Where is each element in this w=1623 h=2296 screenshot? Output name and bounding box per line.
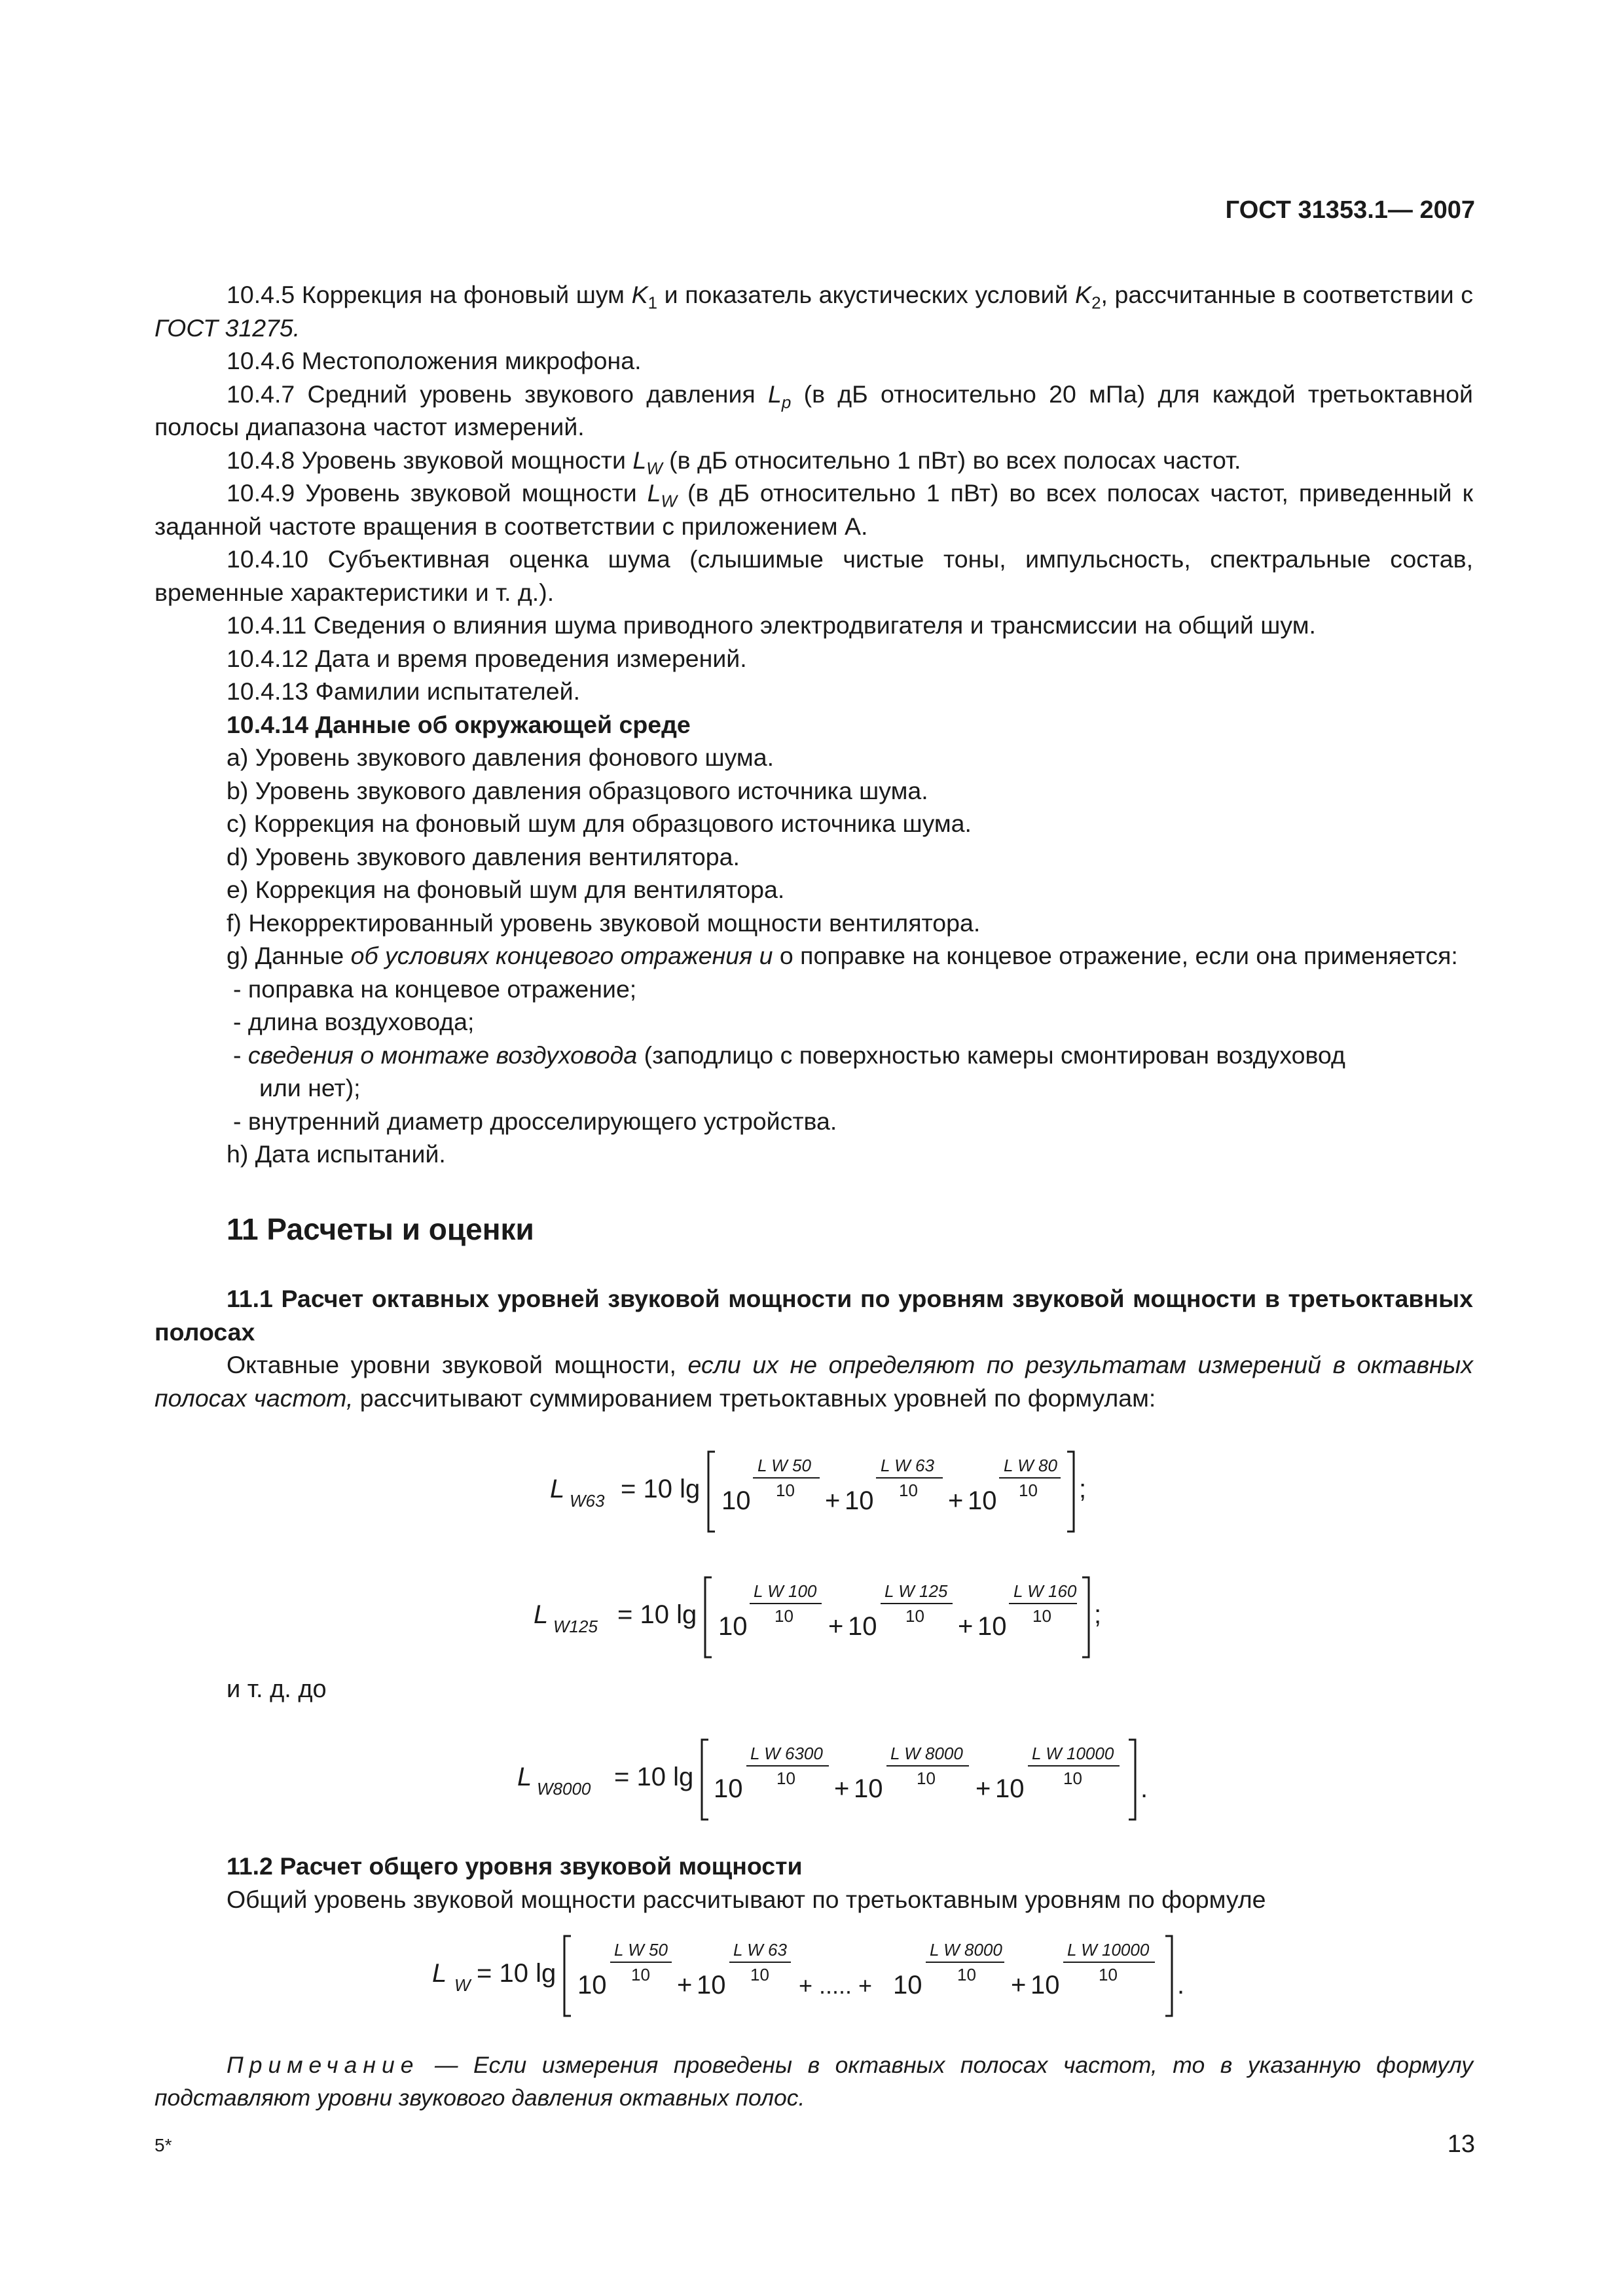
list-item-a: a) Уровень звукового давления фонового шума.: [227, 744, 774, 771]
note-text: — Если измерения проведены в октавных полосах частот, то в указанную формулу подставляют уровни звукового давления октавных полос.: [155, 2052, 1473, 2111]
svg-text:10: 10: [917, 1768, 936, 1788]
svg-text:L W 10000: L W 10000: [1067, 1940, 1150, 1960]
note-label: Примечание: [227, 2052, 420, 2078]
paragraph-10-4-12: 10.4.12 Дата и время проведения измерений.: [227, 644, 747, 672]
list-item-g: g) Данные об условиях концевого отражения и о поправке на концевое отражение, если она применяется:: [227, 942, 1458, 969]
svg-text:L W 10000: L W 10000: [1032, 1744, 1114, 1763]
svg-text:+: +: [677, 1971, 693, 2000]
svg-text:+: +: [834, 1774, 850, 1803]
paragraph-10-4-14: 10.4.14 Данные об окружающей среде: [227, 710, 691, 738]
svg-text:= 10 lg: = 10 lg: [617, 1600, 697, 1629]
svg-text:L W 8000: L W 8000: [890, 1744, 963, 1763]
svg-text:10: 10: [721, 1486, 751, 1515]
svg-text:+: +: [1011, 1971, 1027, 2000]
svg-text:+ ..... +: + ..... +: [799, 1972, 873, 1999]
svg-text:L W 63: L W 63: [733, 1940, 787, 1960]
paragraph-10-4-9: 10.4.9 Уровень звуковой мощности $L_W$ (в дБ относительно 1 пВт) во всех полосах частот, приведенный к заданной частоте вращения в соответствии с приложением А.: [155, 479, 1473, 540]
svg-text:W63: W63: [570, 1491, 605, 1511]
svg-text:10: 10: [1032, 1606, 1051, 1626]
svg-text:10: 10: [577, 1971, 607, 2000]
svg-text:L W 50: L W 50: [757, 1456, 811, 1475]
paragraph-10-4-6: 10.4.6 Местоположения микрофона.: [227, 347, 642, 374]
svg-text:10: 10: [905, 1606, 924, 1626]
formula-lw63: [550, 1440, 1100, 1548]
svg-text:10: 10: [718, 1612, 748, 1641]
subsection-11-2-text: Общий уровень звуковой мощности рассчитывают по третьоктавным уровням по формуле: [227, 1885, 1266, 1913]
list-item-h: h) Дата испытаний.: [227, 1140, 446, 1168]
formula-lw8000: [517, 1728, 1165, 1836]
dash-item-3: - сведения о монтаже воздуховода (заподлицо с поверхностью камеры смонтирован воздуховод: [233, 1041, 1345, 1069]
svg-text:10: 10: [714, 1774, 743, 1803]
list-item-b: b) Уровень звукового давления образцового источника шума.: [227, 776, 928, 804]
svg-text:;: ;: [1094, 1600, 1102, 1629]
svg-text:+: +: [976, 1774, 991, 1803]
svg-text:10: 10: [1019, 1480, 1038, 1500]
svg-text:L W 100: L W 100: [754, 1581, 817, 1601]
svg-text:10: 10: [776, 1768, 795, 1788]
svg-text:10: 10: [775, 1606, 793, 1626]
svg-text:L W 50: L W 50: [614, 1940, 668, 1960]
subsection-11-1-heading: 11.1 Расчет октавных уровней звуковой мощности по уровням звуковой мощности в третьоктавных полосах: [155, 1285, 1473, 1346]
svg-text:10: 10: [776, 1480, 795, 1500]
svg-text:= 10 lg: = 10 lg: [614, 1763, 694, 1791]
svg-text:10: 10: [854, 1774, 883, 1803]
svg-text:+: +: [825, 1486, 841, 1515]
paragraph-10-4-10: 10.4.10 Субъективная оценка шума (слышимые чистые тоны, импульсность, спектральные состав, временные характеристики и т. д.).: [155, 545, 1473, 606]
svg-text:10: 10: [1099, 1965, 1118, 1984]
paragraph-10-4-13: 10.4.13 Фамилии испытателей.: [227, 677, 581, 705]
svg-text:= 10 lg: = 10 lg: [621, 1475, 701, 1503]
svg-text:10: 10: [968, 1486, 997, 1515]
section-11-heading: 11 Расчеты и оценки: [227, 1211, 534, 1246]
list-item-c: c) Коррекция на фоновый шум для образцового источника шума.: [227, 810, 972, 837]
paragraph-10-4-7: 10.4.7 Средний уровень звукового давления $L_p$ (в дБ относительно 20 мПа) для каждой третьоктавной полосы диапазона частот измерений.: [155, 380, 1473, 440]
svg-text:L: L: [517, 1763, 532, 1791]
subsection-11-1-text: Октавные уровни звуковой мощности, если их не определяют по результатам измерений в октавных полосах частот, рассчитывают суммированием третьоктавных уровней по формулам:: [155, 1351, 1473, 1412]
svg-text:L W 80: L W 80: [1004, 1456, 1057, 1475]
svg-text:10: 10: [845, 1486, 874, 1515]
subsection-11-2-heading: 11.2 Расчет общего уровня звуковой мощности: [227, 1852, 803, 1880]
list-item-e: e) Коррекция на фоновый шум для вентилятора.: [227, 876, 785, 903]
svg-text:10: 10: [631, 1965, 650, 1984]
svg-text:L W 160: L W 160: [1013, 1581, 1077, 1601]
svg-text:10: 10: [977, 1612, 1007, 1641]
svg-text:10: 10: [697, 1971, 726, 2000]
paragraph-10-4-11: 10.4.11 Сведения о влияния шума приводного электродвигателя и трансмиссии на общий шум.: [227, 611, 1316, 639]
page-number: 13: [1447, 2130, 1475, 2158]
list-item-f: f) Некорректированный уровень звуковой мощности вентилятора.: [227, 908, 981, 937]
svg-text:10: 10: [995, 1774, 1025, 1803]
svg-text:L: L: [534, 1600, 549, 1629]
svg-text:10: 10: [893, 1971, 922, 2000]
dash-item-4: - внутренний диаметр дросселирующего устройства.: [233, 1107, 837, 1135]
svg-text:10: 10: [899, 1480, 918, 1500]
paragraph-10-4-5: 10.4.5 Коррекция на фоновый шум $K_1$ и показатель акустических условий $K_2$, рассчитанные в соответствии с ГОСТ 31275.: [155, 281, 1473, 342]
subsection-11-2: [155, 1850, 1473, 1916]
svg-text:L W 8000: L W 8000: [930, 1940, 1002, 1960]
note: [155, 2049, 1473, 2114]
svg-text:W8000: W8000: [537, 1779, 591, 1799]
svg-text:+: +: [958, 1612, 974, 1641]
svg-text:10: 10: [1063, 1768, 1082, 1788]
svg-text:L: L: [550, 1475, 565, 1503]
dash-item-3-cont: или нет);: [259, 1074, 361, 1102]
sheet-mark: 5*: [155, 2135, 172, 2155]
and-so-on-text: и т. д. до: [227, 1676, 327, 1703]
svg-text:10: 10: [848, 1612, 877, 1641]
dash-item-1: - поправка на концевое отражение;: [233, 975, 637, 1003]
svg-text:+: +: [948, 1486, 964, 1515]
svg-text:L: L: [432, 1959, 447, 1988]
svg-text:L W 125: L W 125: [884, 1581, 948, 1601]
svg-text:10: 10: [750, 1965, 769, 1984]
svg-text:.: .: [1177, 1971, 1185, 2000]
svg-text:L W 63: L W 63: [881, 1456, 934, 1475]
svg-text:W: W: [454, 1975, 471, 1995]
standard-number: ГОСТ 31353.1— 2007: [1225, 196, 1475, 224]
formula-lw125: [534, 1566, 1110, 1674]
svg-text:L W 6300: L W 6300: [750, 1744, 823, 1763]
svg-text:W125: W125: [553, 1617, 598, 1636]
formula-lw-total: [432, 1924, 1218, 2032]
svg-text:= 10 lg: = 10 lg: [477, 1959, 556, 1988]
body-text: [155, 278, 1473, 1414]
dash-item-2: - длина воздуховода;: [233, 1008, 475, 1035]
list-item-d: d) Уровень звукового давления вентилятора.: [227, 842, 740, 870]
svg-text:10: 10: [1030, 1971, 1060, 2000]
paragraph-10-4-8: 10.4.8 Уровень звуковой мощности $L_W$ (в дБ относительно 1 пВт) во всех полосах частот.: [227, 446, 1241, 478]
svg-text:;: ;: [1079, 1475, 1087, 1503]
svg-text:+: +: [828, 1612, 844, 1641]
svg-text:.: .: [1140, 1774, 1148, 1803]
svg-text:10: 10: [957, 1965, 976, 1984]
